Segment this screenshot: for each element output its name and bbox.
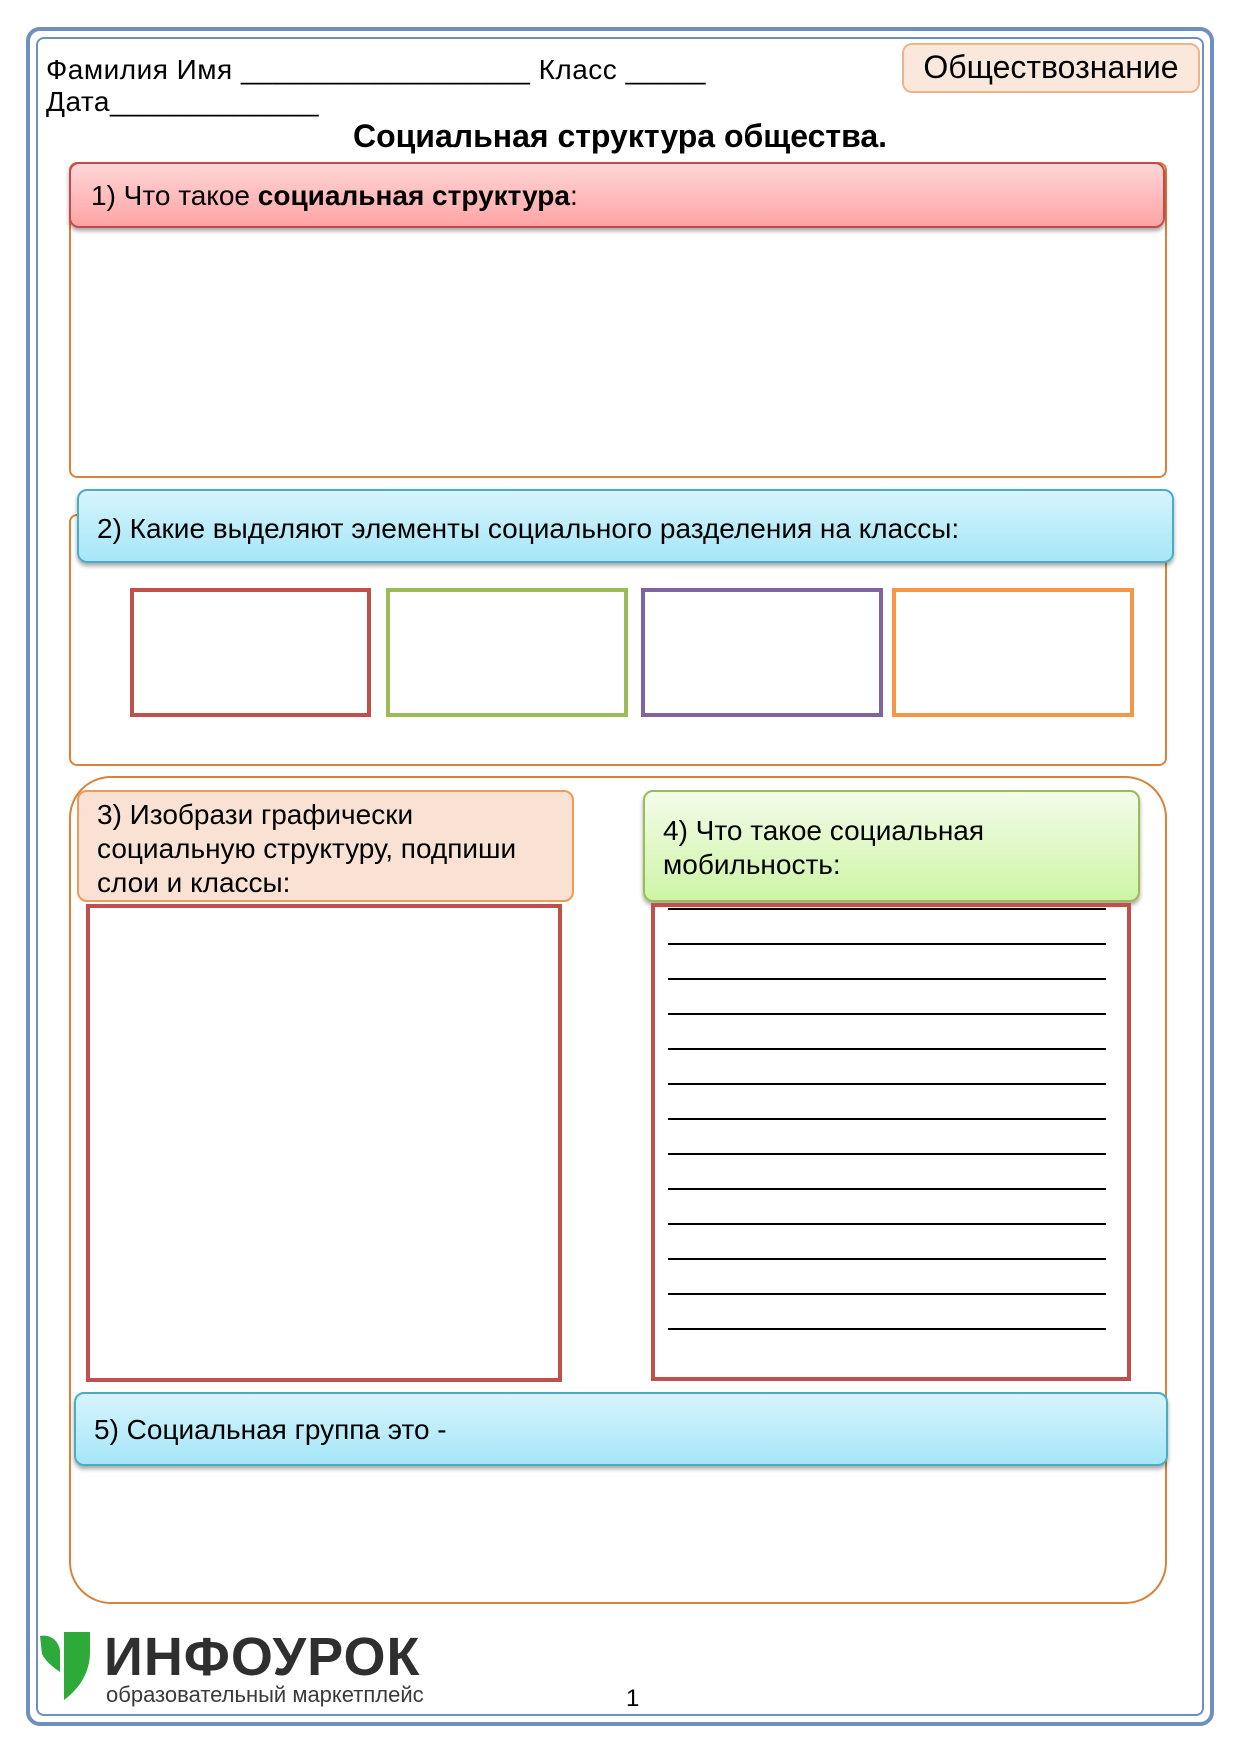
writing-line [668, 1188, 1106, 1190]
writing-line [668, 1083, 1106, 1085]
infourok-logo-icon [40, 1632, 92, 1700]
q4-text: 4) Что такое социальная мобильность: [663, 815, 985, 880]
q4-banner [643, 790, 1140, 902]
q2-answer-box-3[interactable] [641, 588, 883, 717]
subject-badge: Обществознание [902, 43, 1200, 93]
writing-line [668, 978, 1106, 980]
writing-line [668, 1293, 1106, 1295]
writing-line [668, 1153, 1106, 1155]
q1-suffix: : [569, 180, 578, 211]
q2-answer-box-1[interactable] [130, 588, 371, 717]
q4-writing-lines [668, 908, 1106, 1363]
date-line: Дата_____________ [46, 86, 319, 117]
page-number: 1 [626, 1685, 640, 1712]
q5-text: 5) Социальная группа это - [94, 1414, 447, 1445]
logo-subtitle: образовательный маркетплейс [106, 1682, 424, 1707]
writing-line [668, 1223, 1106, 1225]
writing-line [668, 1328, 1106, 1330]
q2-answer-box-4[interactable] [892, 588, 1134, 717]
q1-bold-term: социальная структура [257, 180, 570, 211]
q3-banner [77, 790, 574, 902]
writing-line [668, 943, 1106, 945]
page-title: Социальная структура общества. [352, 118, 888, 154]
q2-banner [77, 489, 1174, 563]
q5-answer-area[interactable] [80, 1478, 1160, 1588]
writing-line [668, 1048, 1106, 1050]
q3-text: 3) Изобрази графически социальную структуру, подпиши слои и классы: [97, 799, 517, 898]
writing-line [668, 908, 1106, 910]
writing-line [668, 1258, 1106, 1260]
q1-banner [69, 162, 1165, 228]
name-class-line: Фамилия Имя __________________ Класс _____ [46, 54, 706, 85]
q3-drawing-box[interactable] [86, 904, 562, 1382]
q2-text: 2) Какие выделяют элементы социального разделения на классы: [97, 513, 960, 544]
logo-text: ИНФОУРОК [104, 1627, 421, 1687]
writing-line [668, 1118, 1106, 1120]
writing-line [668, 1013, 1106, 1015]
q1-prefix: 1) Что такое [91, 180, 258, 211]
q5-banner [74, 1392, 1168, 1466]
q2-answer-box-2[interactable] [386, 588, 628, 717]
